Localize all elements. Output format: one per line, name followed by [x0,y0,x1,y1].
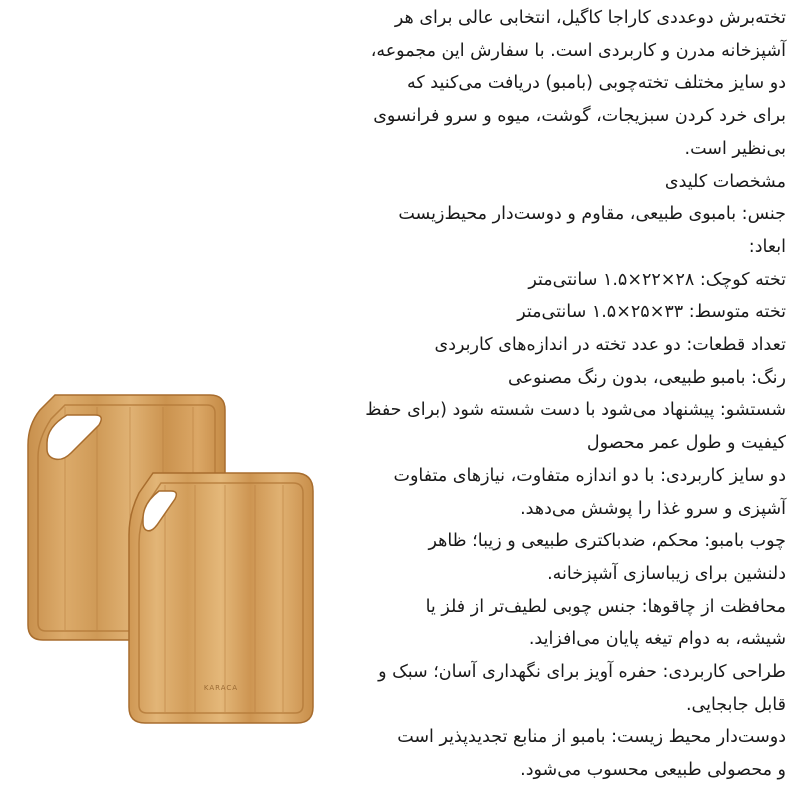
spec-line: ابعاد: [748,236,786,257]
spec-line: جنس: بامبوی طبیعی، مقاوم و دوست‌دار محیط‌زیست [398,204,786,225]
spec-line: چوب بامبو: محکم، ضدباکتری طبیعی و زیبا؛ ظاهر [428,531,786,552]
spec-line: قابل جابجایی. [685,694,786,715]
cutting-boards-image [25,385,320,730]
spec-line: تخته کوچک: ۲۸×۲۲×۱.۵ سانتی‌متر [528,269,786,290]
description-line: دو سایز مختلف تخته‌چوبی (بامبو) دریافت می‌کنید که [406,73,786,94]
spec-line: شیشه، به دوام تیغه پایان می‌افزاید. [528,629,786,650]
spec-line: تخته متوسط: ۳۳×۲۵×۱.۵ سانتی‌متر [517,302,786,323]
description-line: برای خرد کردن سبزیجات، گوشت، میوه و سرو فرانسوی [373,106,786,127]
description-line: بی‌نظیر است. [684,138,786,159]
spec-line: تعداد قطعات: دو عدد تخته در اندازه‌های کاربردی [434,335,786,356]
spec-line: دوست‌دار محیط زیست: بامبو از منابع تجدیدپذیر است [397,727,786,748]
spec-line: آشپزی و سرو غذا را پوشش می‌دهد. [520,498,786,519]
spec-line: شستشو: پیشنهاد می‌شود با دست شسته شود (برای حفظ [365,400,786,421]
product-description [296,2,786,787]
spec-line: دو سایز کاربردی: با دو اندازه متفاوت، نیازهای متفاوت [393,465,786,486]
spec-line: و محصولی طبیعی محسوب می‌شود. [520,760,786,781]
spec-line: طراحی کاربردی: حفره آویز برای نگهداری آسان؛ سبک و [378,662,786,683]
description-line: آشپزخانه مدرن و کاربردی است. با سفارش این مجموعه، [370,40,786,61]
brand-logo: KARACA [203,684,239,692]
small-cutting-board [129,473,313,723]
description-line: تخته‌برش دوعددی کاراجا کاگیل، انتخابی عالی برای هر [394,8,786,28]
specs-heading: مشخصات کلیدی [664,171,786,192]
spec-line: دلنشین برای زیباسازی آشپزخانه. [547,563,786,584]
spec-line: کیفیت و طول عمر محصول [586,433,786,454]
spec-line: محافظت از چاقوها: جنس چوبی لطیف‌تر از فلز یا [425,596,786,617]
spec-line: رنگ: بامبو طبیعی، بدون رنگ مصنوعی [507,367,786,388]
